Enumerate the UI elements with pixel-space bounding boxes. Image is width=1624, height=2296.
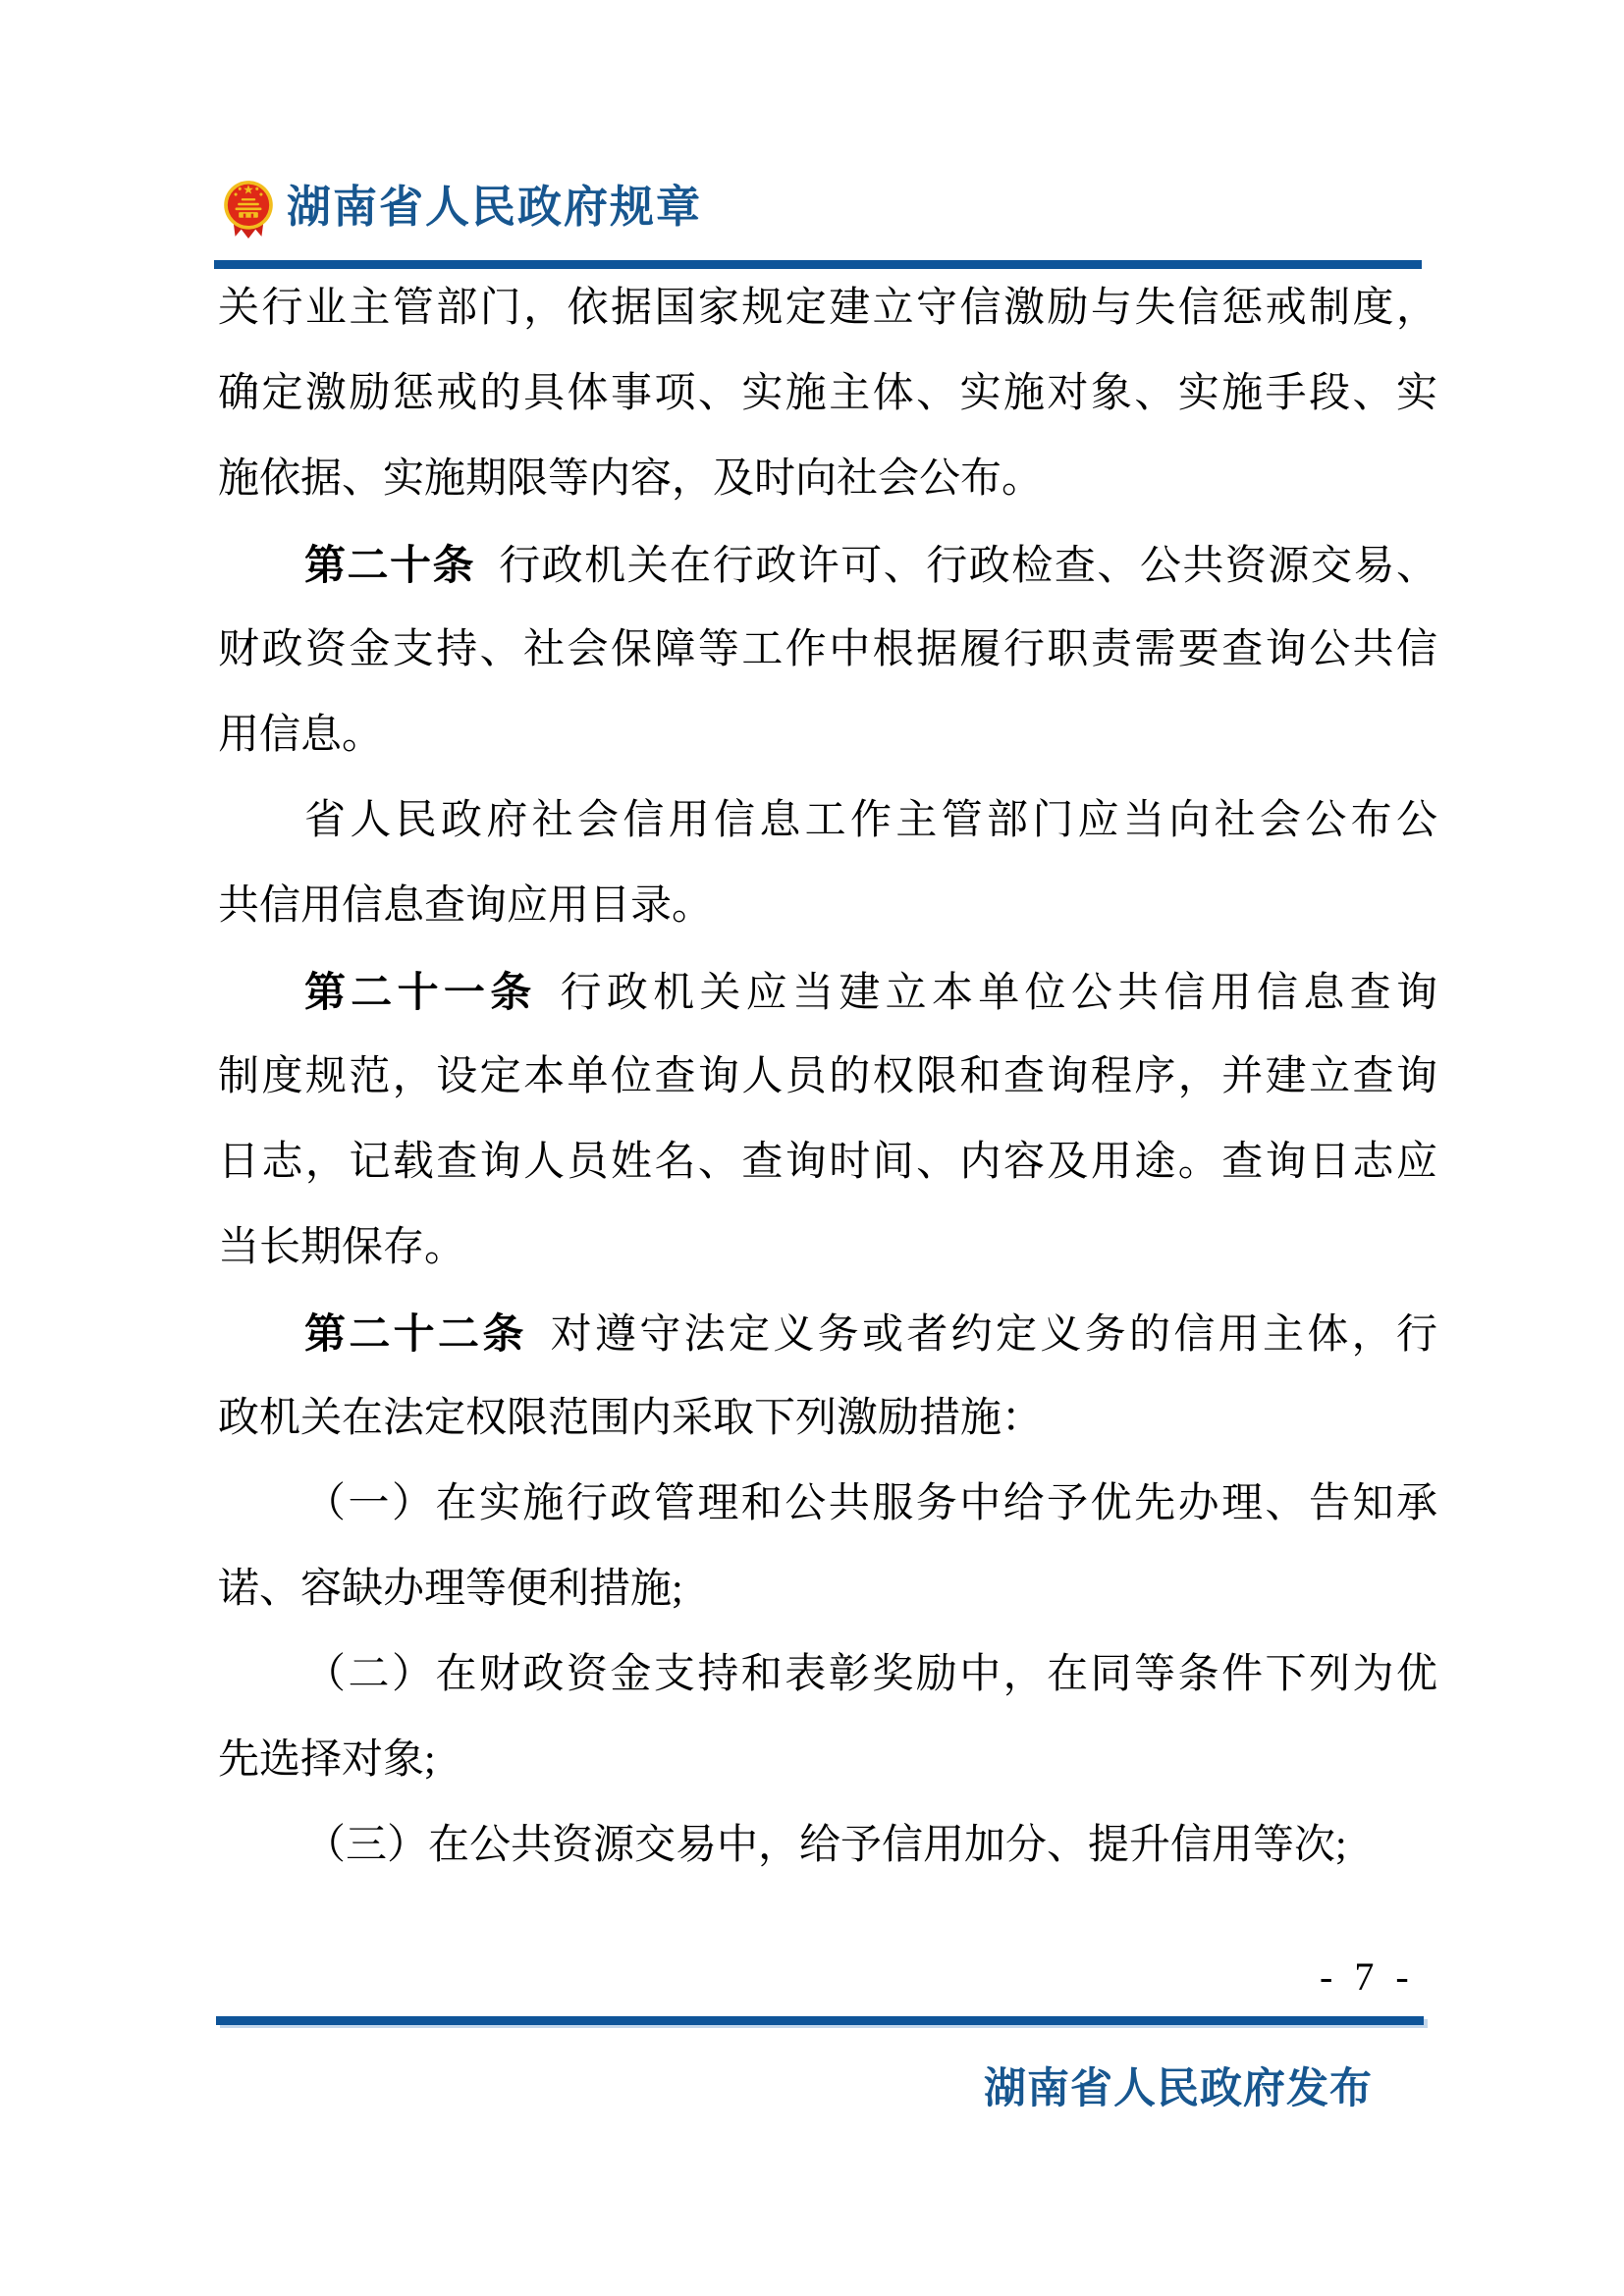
text-line [218,864,1437,949]
line-text: 对遵守法定义务或者约定义务的信用主体，行 [550,1312,1437,1358]
article-number: 第二十一条 [304,969,537,1015]
line-text: 财政资金支持、社会保障等工作中根据履行职责需要查询公共信 [218,627,1437,672]
text-line [218,1120,1437,1205]
line-text: 行政机关应当建立本单位公共信用信息查询 [560,971,1437,1016]
line-text: 行政机关在行政许可、行政检查、公共资源交易、 [499,544,1437,589]
line-text: （一）在实施行政管理和公共服务中给予优先办理、告知承 [304,1481,1437,1526]
text-line [218,693,1437,778]
page-number: - 7 - [1320,1954,1415,1999]
article-number: 第二十二条 [304,1310,527,1357]
publisher-label: 湖南省人民政府发布 [984,2066,1373,2112]
text-line [218,1462,1437,1547]
line-text: 用信息。 [218,713,384,758]
line-text: 制度规范，设定本单位查询人员的权限和查询程序，并建立查询 [218,1054,1437,1099]
text-line [218,1291,1437,1376]
text-line [218,1547,1437,1632]
line-text: 先选择对象; [218,1737,436,1783]
line-text: 共信用信息查询应用目录。 [218,883,714,929]
footer-rule [216,2016,1424,2025]
text-line [218,949,1437,1035]
line-text: 关行业主管部门，依据国家规定建立守信激励与失信惩戒制度， [218,286,1437,331]
article-number: 第二十条 [304,542,476,588]
page-title: 湖南省人民政府规章 [287,183,703,232]
line-text: 诺、容缺办理等便利措施; [218,1567,683,1612]
line-text: 日志，记载查询人员姓名、查询时间、内容及用途。查询日志应 [218,1140,1437,1185]
line-text: （二）在财政资金支持和表彰奖励中，在同等条件下列为优 [304,1652,1437,1697]
text-line [218,522,1437,608]
text-line [218,1035,1437,1120]
text-line [218,778,1437,864]
line-text: 当长期保存。 [218,1225,466,1270]
text-line [218,608,1437,693]
line-text: 政机关在法定权限范围内采取下列激励措施： [218,1396,1044,1441]
document-body [218,266,1437,1889]
text-line [218,1205,1437,1291]
text-line [218,1718,1437,1803]
line-text: 确定激励惩戒的具体事项、实施主体、实施对象、实施手段、实 [218,371,1437,416]
line-text: 施依据、实施期限等内容，及时向社会公布。 [218,456,1044,502]
line-text: （三）在公共资源交易中，给予信用加分、提升信用等次; [304,1823,1347,1868]
text-line [218,351,1437,437]
text-line [218,266,1437,351]
national-emblem-icon [222,179,275,240]
line-text: 省人民政府社会信用信息工作主管部门应当向社会公布公 [304,798,1437,843]
text-line [218,1803,1437,1889]
text-line [218,437,1437,522]
text-line [218,1632,1437,1718]
text-line [218,1376,1437,1462]
